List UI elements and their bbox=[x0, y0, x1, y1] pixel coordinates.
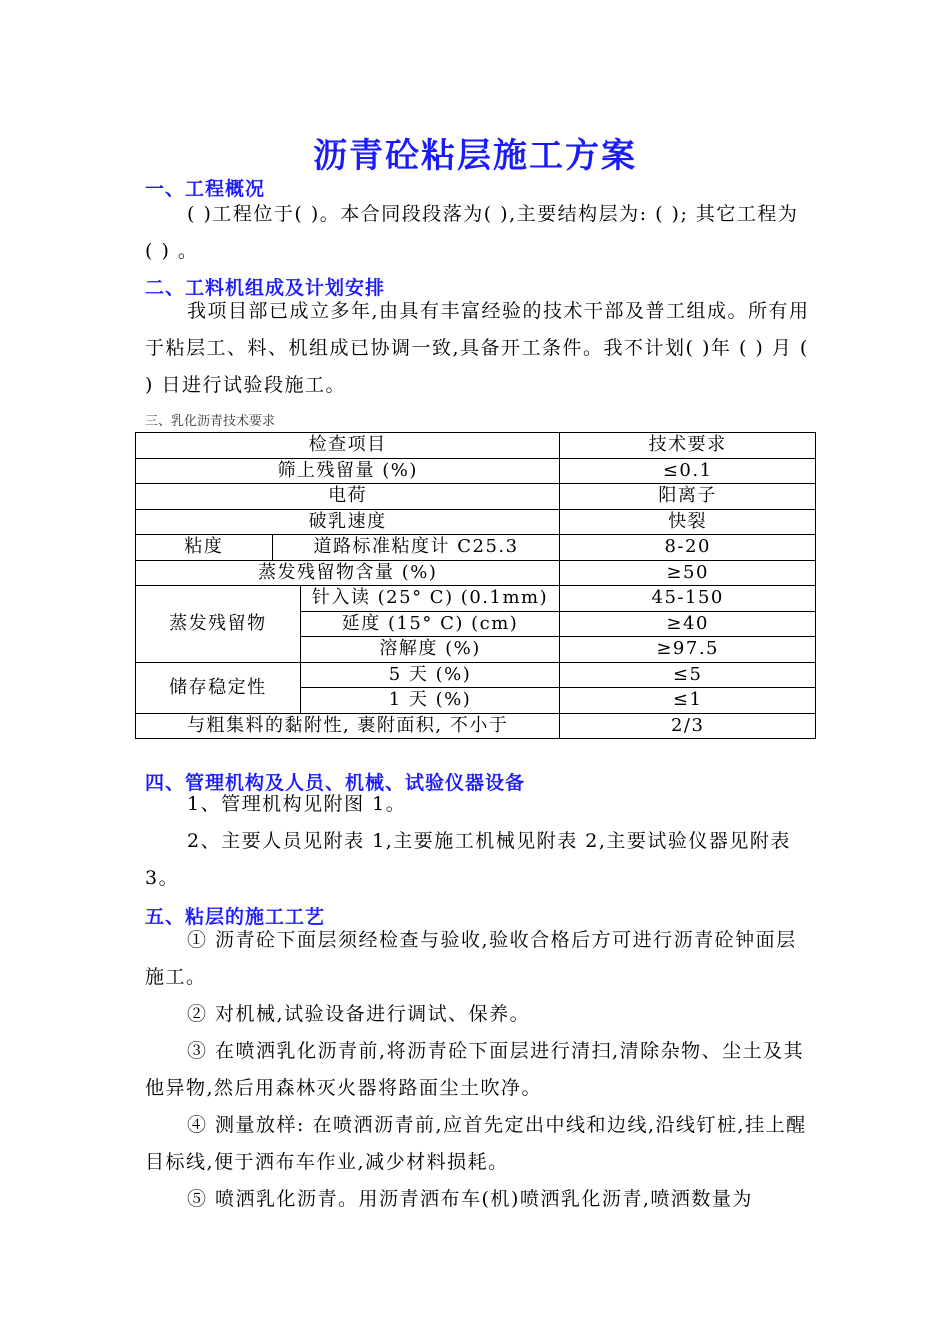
storage-value: ≤5 bbox=[560, 662, 816, 688]
demulsify-label: 破乳速度 bbox=[136, 509, 560, 535]
evap-residue-label: 蒸发残留物 bbox=[136, 586, 301, 663]
storage-label: 储存稳定性 bbox=[136, 662, 301, 713]
evap-residue-value: ≥40 bbox=[560, 611, 816, 637]
charge-value: 阳离子 bbox=[560, 484, 816, 510]
section-4-paragraph-2 bbox=[145, 823, 810, 897]
section-1-heading: 一、工程概况 bbox=[145, 178, 266, 200]
viscosity-sub: 道路标准粘度计 C25.3 bbox=[272, 535, 560, 561]
demulsify-value: 快裂 bbox=[560, 509, 816, 535]
table-header-row bbox=[136, 433, 816, 459]
section-1-text: ( )工程位于( )。本合同段段落为( ),主要结构层为: ( ); 其它工程为 ( ) 。 bbox=[145, 203, 799, 262]
table-row bbox=[136, 560, 816, 586]
evap-residue-sub: 溶解度 (%) bbox=[300, 637, 560, 663]
table-row bbox=[136, 662, 816, 688]
section-4-paragraph-1 bbox=[145, 786, 810, 823]
evap-residue-value: ≥97.5 bbox=[560, 637, 816, 663]
charge-label: 电荷 bbox=[136, 484, 560, 510]
document-title: 沥青砼粘层施工方案 bbox=[313, 136, 637, 176]
section-5-paragraph-3 bbox=[145, 1033, 810, 1107]
header-item: 检查项目 bbox=[136, 433, 560, 459]
storage-value: ≤1 bbox=[560, 688, 816, 714]
section-2-paragraph bbox=[145, 293, 810, 404]
section-5-paragraph-5 bbox=[145, 1181, 810, 1218]
section-5-text-4: ④ 测量放样: 在喷洒沥青前,应首先定出中线和边线,沿线钉桩,挂上醒目标线,便于洒布车作业,减少材料损耗。 bbox=[145, 1114, 807, 1173]
section-4-heading: 四、管理机构及人员、机械、试验仪器设备 bbox=[145, 772, 526, 794]
section-5-text-2: ② 对机械,试验设备进行调试、保养。 bbox=[187, 1003, 531, 1025]
table-row bbox=[136, 535, 816, 561]
storage-sub: 5 天 (%) bbox=[300, 662, 560, 688]
section-5-paragraph-1 bbox=[145, 922, 810, 996]
table-caption: 三、乳化沥青技术要求 bbox=[145, 414, 276, 429]
adhesion-value: 2/3 bbox=[560, 713, 816, 739]
viscosity-label: 粘度 bbox=[136, 535, 273, 561]
evap-residue-sub: 针入读 (25° C) (0.1mm) bbox=[300, 586, 560, 612]
evap-content-value: ≥50 bbox=[560, 560, 816, 586]
section-2-heading: 二、工料机组成及计划安排 bbox=[145, 277, 386, 299]
section-1-paragraph bbox=[145, 196, 810, 270]
evap-residue-value: 45-150 bbox=[560, 586, 816, 612]
section-5-paragraph-4 bbox=[145, 1107, 810, 1181]
table-row bbox=[136, 509, 816, 535]
table-row bbox=[136, 713, 816, 739]
section-5-text-1: ① 沥青砼下面层须经检查与验收,验收合格后方可进行沥青砼钟面层施工。 bbox=[145, 929, 797, 988]
asphalt-tech-table bbox=[135, 432, 816, 739]
section-5-heading: 五、粘层的施工工艺 bbox=[145, 906, 326, 928]
storage-sub: 1 天 (%) bbox=[300, 688, 560, 714]
section-4-text-2: 2、主要人员见附表 1,主要施工机械见附表 2,主要试验仪器见附表 3。 bbox=[145, 830, 791, 889]
section-5-text-3: ③ 在喷洒乳化沥青前,将沥青砼下面层进行清扫,清除杂物、尘土及其他异物,然后用森林灭火器将路面尘土吹净。 bbox=[145, 1040, 805, 1099]
section-5-paragraph-2 bbox=[145, 996, 810, 1033]
evap-residue-sub: 延度 (15° C) (cm) bbox=[300, 611, 560, 637]
sieve-value: ≤0.1 bbox=[560, 458, 816, 484]
section-2-text: 我项目部已成立多年,由具有丰富经验的技术干部及普工组成。所有用于粘层工、料、机组成已协调一致,具备开工条件。我不计划( )年 ( ) 月 ( ) 日进行试验段施工。 bbox=[145, 300, 810, 396]
table-row bbox=[136, 458, 816, 484]
table-row bbox=[136, 484, 816, 510]
sieve-label: 筛上残留量 (%) bbox=[136, 458, 560, 484]
viscosity-value: 8-20 bbox=[560, 535, 816, 561]
table-row bbox=[136, 586, 816, 612]
evap-content-label: 蒸发残留物含量 (%) bbox=[136, 560, 560, 586]
section-4-text-1: 1、管理机构见附图 1。 bbox=[187, 793, 407, 815]
section-5-text-5: ⑤ 喷洒乳化沥青。用沥青洒布车(机)喷洒乳化沥青,喷洒数量为 bbox=[187, 1188, 753, 1210]
adhesion-label: 与粗集料的黏附性, 裹附面积, 不小于 bbox=[136, 713, 560, 739]
header-req: 技术要求 bbox=[560, 433, 816, 459]
